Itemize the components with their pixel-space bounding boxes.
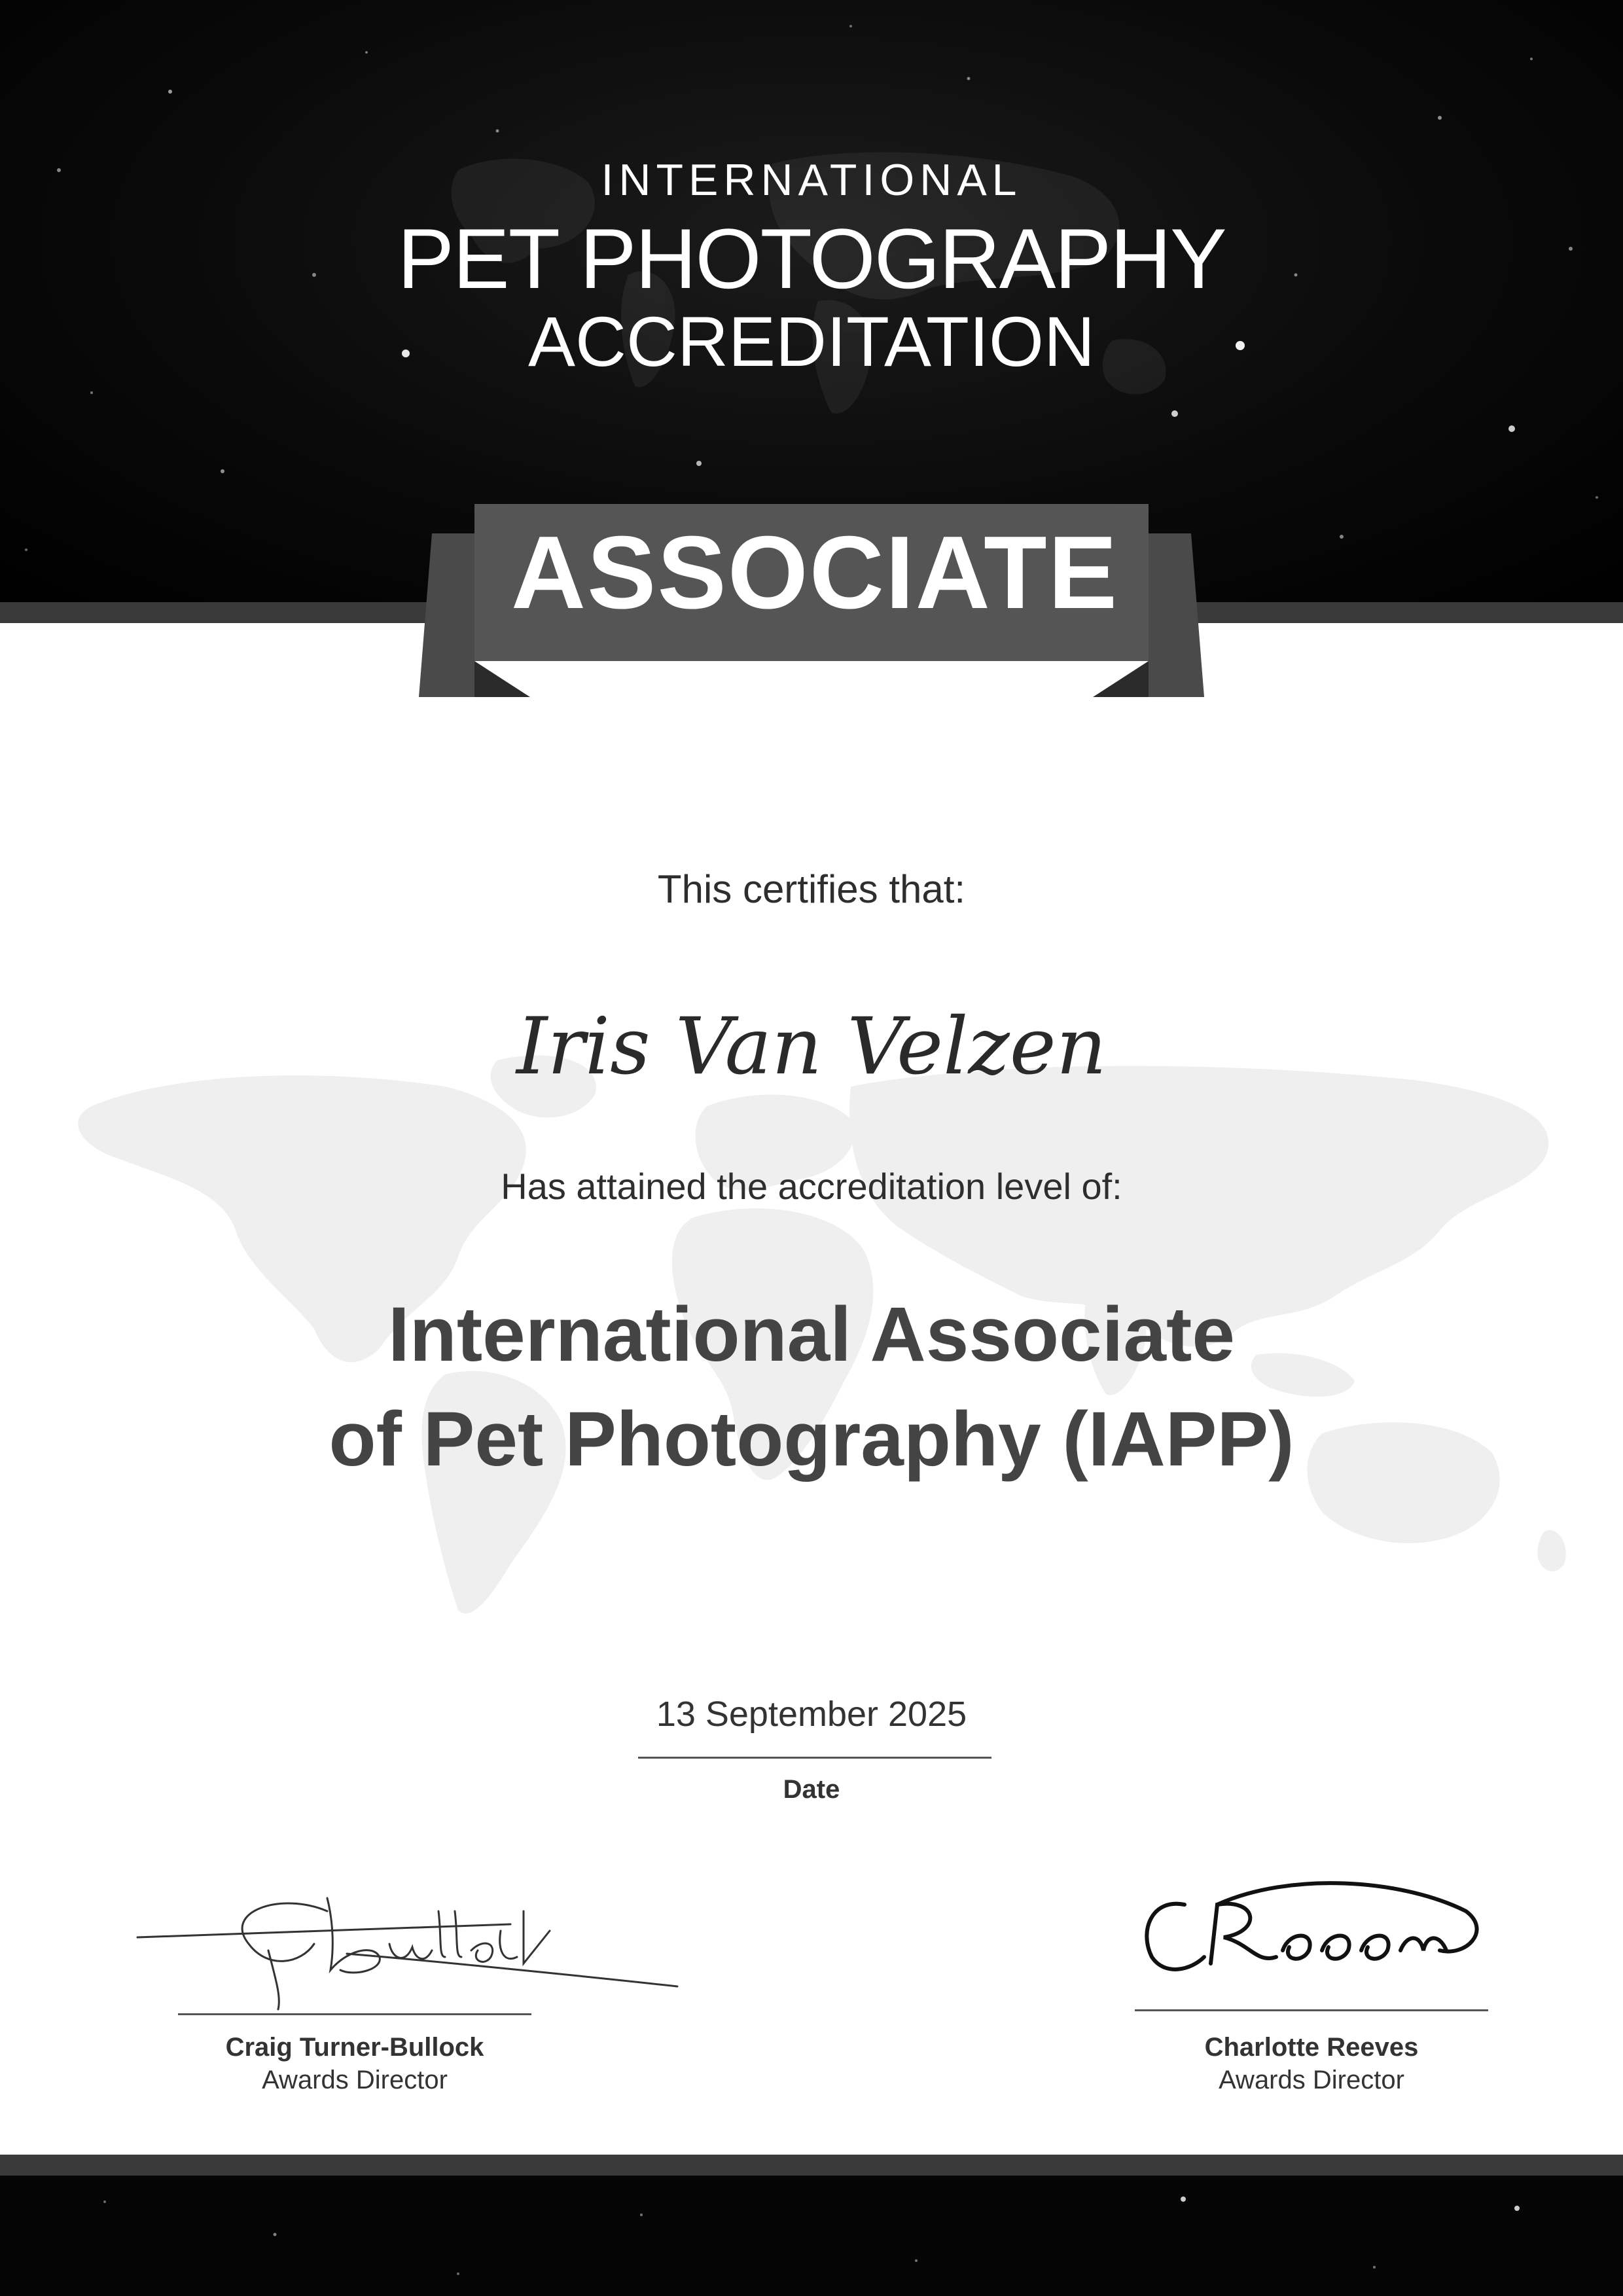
signature-left xyxy=(131,1872,687,2016)
recipient-name xyxy=(516,975,1107,1126)
signature-right xyxy=(1126,1865,1492,1996)
signatory-left-name: Craig Turner-Bullock xyxy=(225,2033,484,2062)
org-title-line-1: INTERNATIONAL xyxy=(601,155,1022,205)
attained-text: Has attained the accreditation level of: xyxy=(501,1166,1122,1207)
footer-starfield xyxy=(0,2176,1623,2296)
org-title-line-3: ACCREDITATION xyxy=(527,302,1095,381)
signatory-right-title: Awards Director xyxy=(1219,2066,1404,2094)
signatory-right-name: Charlotte Reeves xyxy=(1204,2033,1419,2062)
accreditation-level-line-1: International Associate xyxy=(388,1291,1235,1378)
date-label: Date xyxy=(783,1775,840,1804)
footer-band xyxy=(0,2176,1623,2296)
footer-divider-stripe xyxy=(0,2155,1623,2176)
level-ribbon-label: ASSOCIATE xyxy=(510,515,1119,630)
org-title-line-2: PET PHOTOGRAPHY xyxy=(397,211,1226,306)
certifies-text: This certifies that: xyxy=(657,867,966,911)
date-value: 13 September 2025 xyxy=(656,1695,967,1734)
accreditation-level-line-2: of Pet Photography (IAPP) xyxy=(329,1396,1294,1482)
signature-left-line xyxy=(178,2013,531,2015)
recipient-name-text: Iris Van Velzen xyxy=(516,1001,1107,1092)
signature-right-line xyxy=(1135,2009,1488,2011)
date-underline xyxy=(638,1757,991,1759)
signatory-left-title: Awards Director xyxy=(262,2066,448,2094)
